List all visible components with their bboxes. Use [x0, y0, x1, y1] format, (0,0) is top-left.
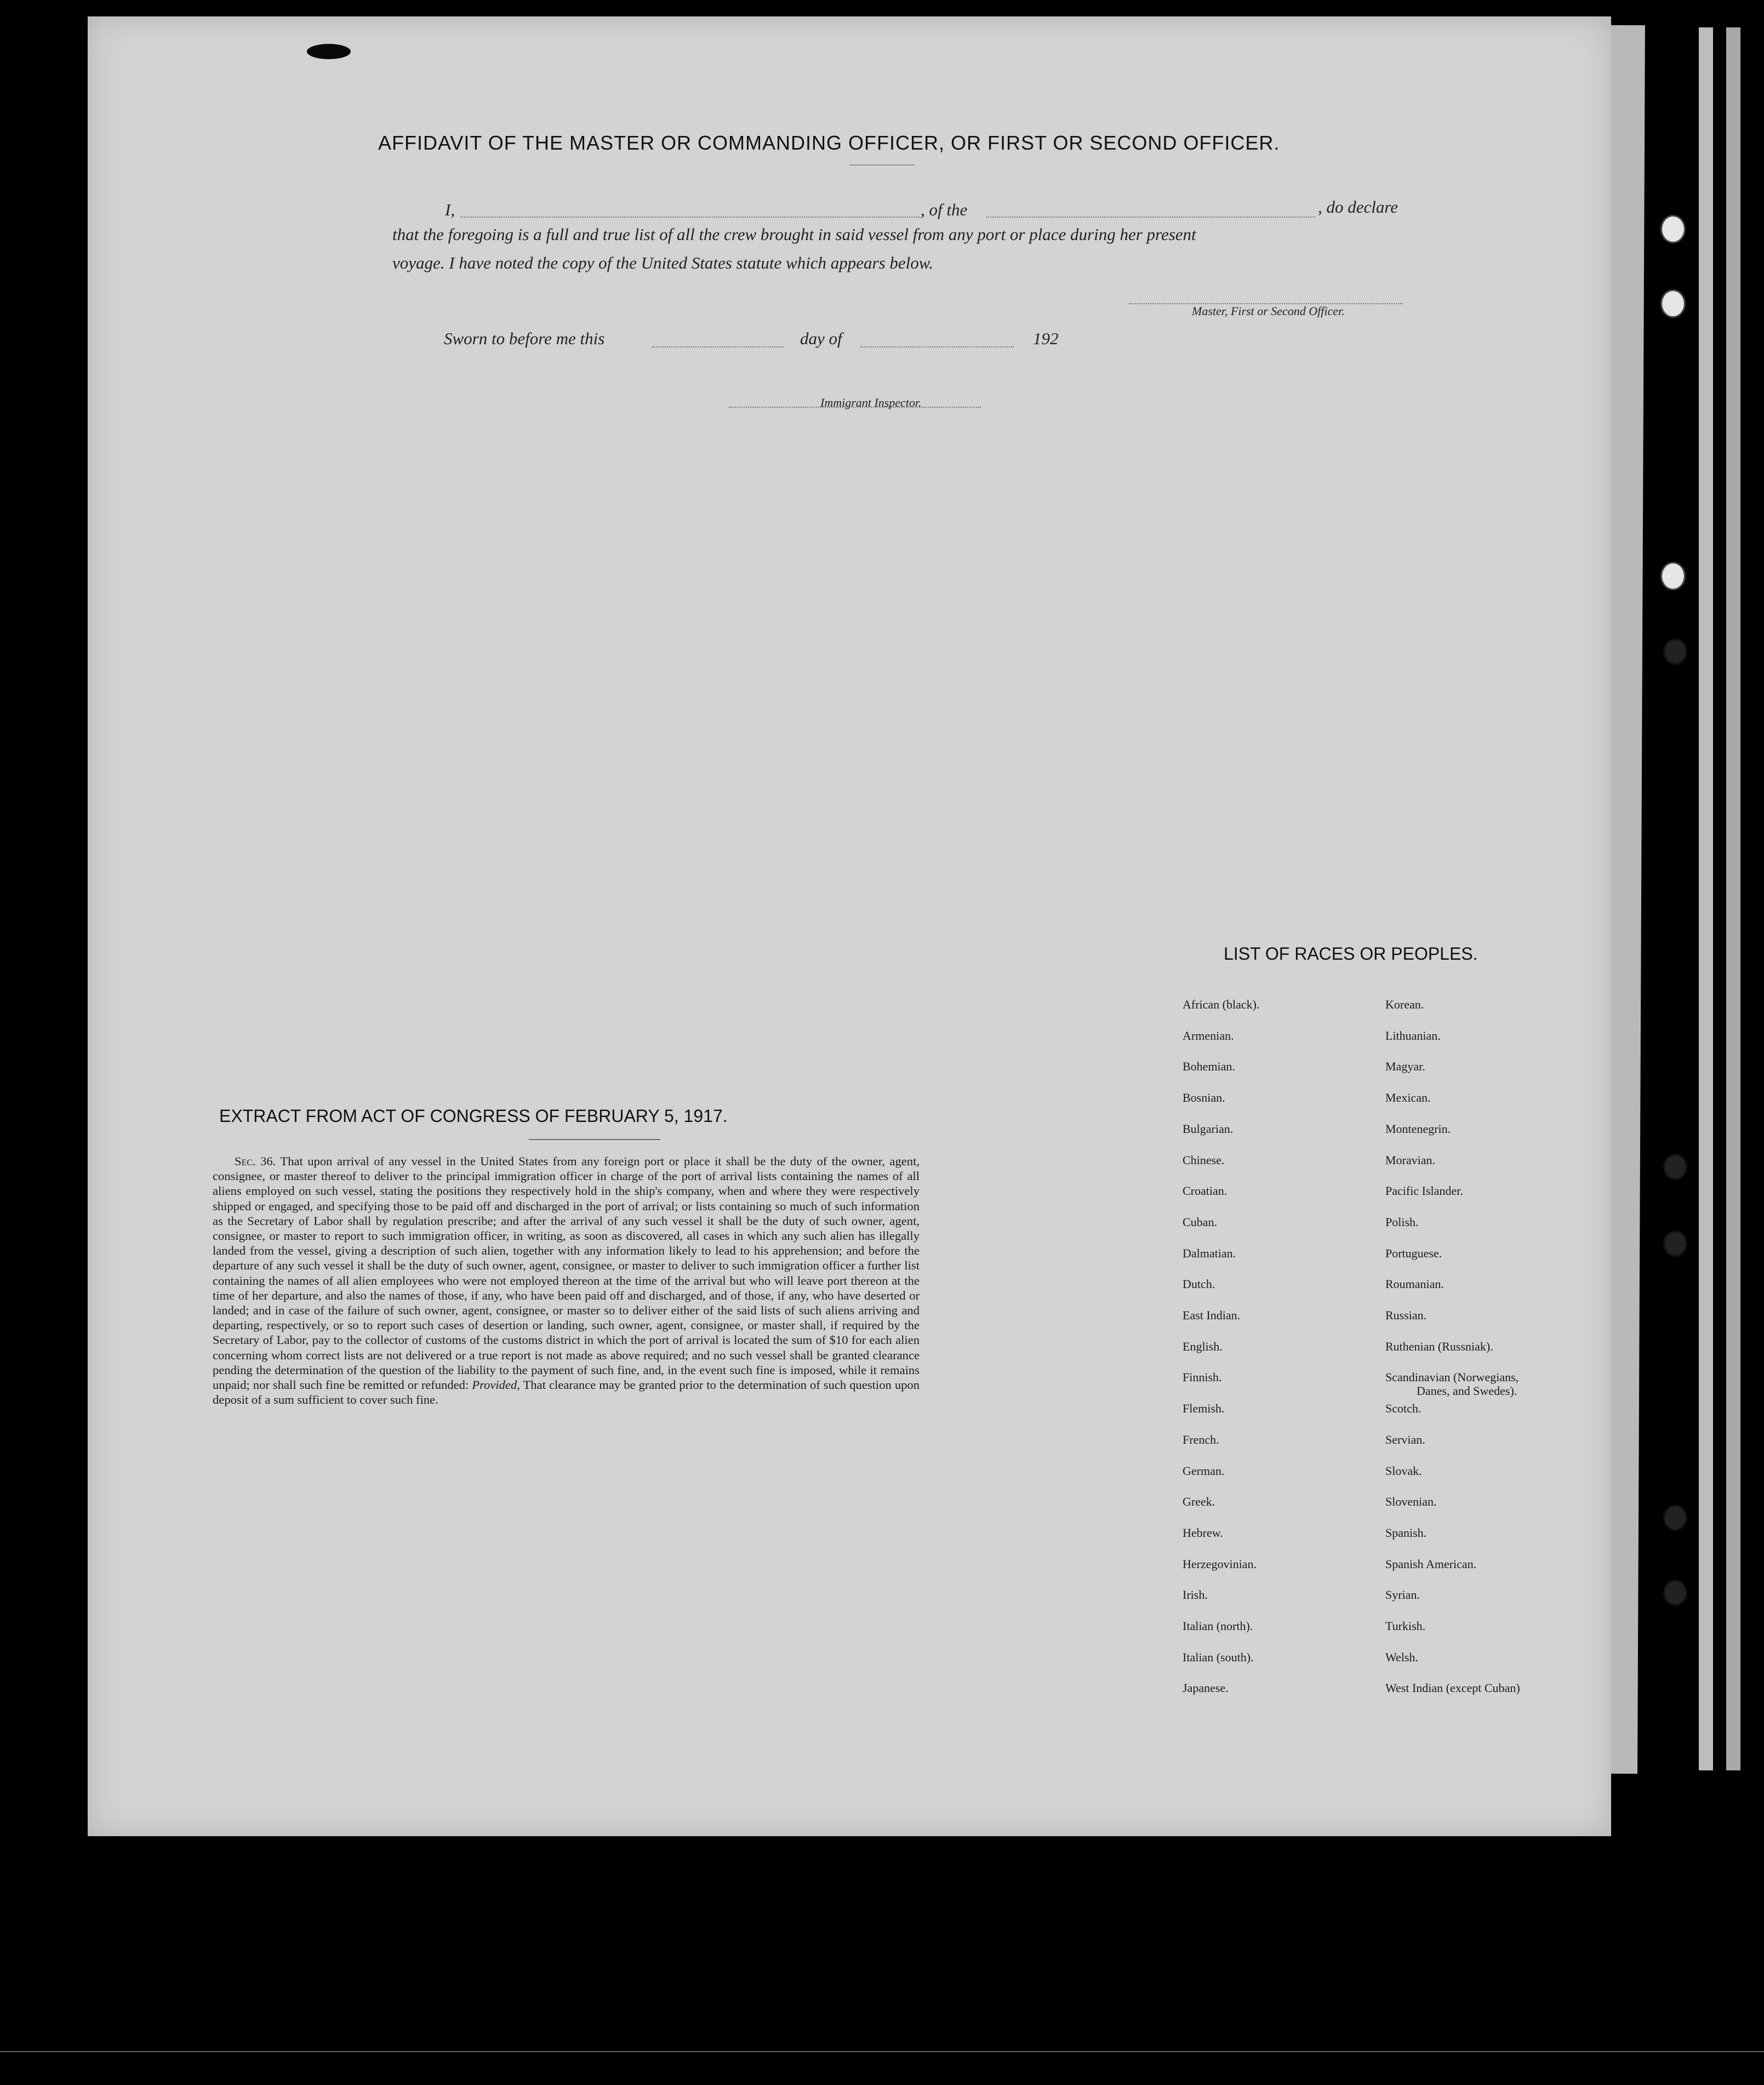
race-item: Moravian.	[1385, 1153, 1436, 1167]
race-item: Cuban.	[1183, 1215, 1217, 1229]
section-number: Sec. 36.	[235, 1154, 276, 1168]
race-item: Servian.	[1385, 1432, 1425, 1446]
punch-hole	[1660, 215, 1686, 243]
day-of-text: day of	[800, 329, 842, 348]
punch-hole	[1663, 1505, 1687, 1531]
affidavit-of-the: , of the	[921, 200, 968, 219]
punch-hole	[1660, 289, 1686, 318]
race-item: Finnish.	[1183, 1370, 1222, 1385]
race-item: Korean.	[1385, 998, 1424, 1011]
race-item: Bosnian.	[1183, 1091, 1225, 1105]
race-item: Herzegovinian.	[1183, 1557, 1257, 1571]
month-blank	[860, 346, 1014, 348]
affidavit-i: I,	[445, 200, 455, 219]
race-item: Polish.	[1385, 1215, 1419, 1229]
race-item: Hebrew.	[1183, 1525, 1223, 1540]
race-item: Flemish.	[1183, 1402, 1225, 1416]
race-item: Armenian.	[1183, 1028, 1234, 1042]
punch-hole	[1663, 639, 1687, 665]
race-item: Welsh.	[1385, 1650, 1418, 1664]
punch-hole	[1660, 562, 1686, 590]
page-edge	[1699, 27, 1713, 1770]
race-item: Chinese.	[1183, 1153, 1225, 1167]
extract-tail: That clearance may be granted prior to the determination of such question upon deposit of a sum sufficient to cover such fine.	[213, 1378, 920, 1407]
race-item: Lithuanian.	[1385, 1028, 1441, 1042]
race-item-continuation: Danes, and Swedes).	[1417, 1384, 1517, 1398]
signature-label: Master, First or Second Officer.	[1192, 304, 1345, 318]
punch-hole	[1663, 1580, 1687, 1606]
sworn-text: Sworn to before me this	[444, 329, 605, 348]
race-item: Syrian.	[1385, 1588, 1420, 1602]
film-edge	[0, 2051, 1764, 2052]
affidavit-declare: , do declare	[1318, 197, 1398, 217]
race-item: Italian (north).	[1183, 1619, 1253, 1633]
divider	[849, 164, 915, 166]
race-item: Portuguese.	[1385, 1246, 1442, 1260]
race-item: Scandinavian (Norwegians,	[1385, 1370, 1519, 1385]
divider	[529, 1139, 660, 1140]
document-page	[88, 16, 1611, 1836]
race-item: English.	[1183, 1339, 1223, 1353]
extract-text: That upon arrival of any vessel in the United States from any foreign port or place it shall be the duty of the owner, agent, consignee, or master thereof to deliver to the principal immigration officer in charge of the port of arrival lists containing the names of all aliens employed on such vessel, stating the positions they respectively hold in the ship's company, when and where they were respectively shipped or engaged, and specifying those to be paid off and discharged in the port of arrival; or lists containing so much of such information as the Secretary of Labor shall by regulation prescribe; and after the arrival of any such vessel it shall be the duty of such owner, agent, consignee, or master to report to such immigration officer, in writing, as soon as discovered, all cases in which any such alien has illegally landed from the vessel, giving a description of such alien, together with any information likely to lead to his apprehension; and before the departure of any such vessel it shall be the duty of such owner, agent, consignee, or master to deliver to such immigration officer a further list containing the names of all alien employees who were not employed thereon at the time of the arrival but who will leave port thereon at the time of her departure, and also the names of those, if any, who have been paid off and discharged, and of those, if any, who have deserted or landed; and in case of the failure of such owner, agent, consignee, or master so to deliver either of the said lists of such aliens arriving and departing, respectively, or so to report such cases of desertion or landing, such owner, agent, consignee, or master shall, if required by the Secretary of Labor, pay to the collector of customs of the customs district in which the port of arrival is located the sum of $10 for each alien concerning whom correct lists are not delivered or a true report is not made as above required; and no such vessel shall be granted clearance pending the determination of the question of the liability to the payment of such fine, and, in the event such fine is imposed, while it remains unpaid; nor shall such fine be remitted or refunded:	[213, 1154, 920, 1392]
race-item: German.	[1183, 1463, 1225, 1478]
inspector-label: Immigrant Inspector.	[820, 396, 922, 409]
race-item: Spanish American.	[1385, 1557, 1477, 1571]
race-item: Slovak.	[1385, 1463, 1422, 1478]
race-item: African (black).	[1183, 998, 1260, 1011]
race-item: Scotch.	[1385, 1402, 1422, 1416]
provided-word: Provided,	[472, 1378, 520, 1392]
affidavit-line-3: voyage. I have noted the copy of the United States statute which appears below.	[392, 253, 933, 272]
race-item: Irish.	[1183, 1588, 1208, 1602]
race-item: Italian (south).	[1183, 1650, 1254, 1664]
ink-stain	[307, 44, 351, 59]
race-item: Croatian.	[1183, 1184, 1228, 1198]
punch-hole	[1663, 1231, 1687, 1257]
race-item: Roumanian.	[1385, 1277, 1444, 1291]
race-item: Russian.	[1385, 1308, 1427, 1322]
race-item: Spanish.	[1385, 1525, 1427, 1540]
race-item: West Indian (except Cuban)	[1385, 1681, 1520, 1695]
race-item: Dalmatian.	[1183, 1246, 1236, 1260]
race-item: Greek.	[1183, 1495, 1215, 1509]
race-item: Turkish.	[1385, 1619, 1426, 1633]
name-blank	[460, 217, 921, 218]
race-item: Pacific Islander.	[1385, 1184, 1463, 1198]
race-item: East Indian.	[1183, 1308, 1241, 1322]
race-item: Dutch.	[1183, 1277, 1215, 1291]
extract-body	[213, 1154, 920, 1407]
race-item: Ruthenian (Russniak).	[1385, 1339, 1493, 1353]
affidavit-title: AFFIDAVIT OF THE MASTER OR COMMANDING OFFICER, OR FIRST OR SECOND OFFICER.	[378, 132, 1280, 154]
race-item: Montenegrin.	[1385, 1121, 1451, 1136]
race-item: Bohemian.	[1183, 1059, 1235, 1074]
race-item: Magyar.	[1385, 1059, 1425, 1074]
affidavit-line-2: that the foregoing is a full and true list of all the crew brought in said vessel from any port or place during her present	[392, 225, 1196, 244]
races-title: LIST OF RACES OR PEOPLES.	[1224, 944, 1478, 964]
page-edge	[1726, 27, 1740, 1770]
race-item: Mexican.	[1385, 1091, 1431, 1105]
punch-hole	[1663, 1154, 1687, 1180]
extract-title: EXTRACT FROM ACT OF CONGRESS OF FEBRUARY 5, 1917.	[219, 1106, 728, 1126]
race-item: Bulgarian.	[1183, 1121, 1234, 1136]
year-text: 192	[1033, 329, 1059, 348]
vessel-blank	[986, 217, 1315, 218]
day-blank	[652, 346, 784, 348]
race-item: Slovenian.	[1385, 1495, 1437, 1509]
race-item: French.	[1183, 1432, 1219, 1446]
race-item: Japanese.	[1183, 1681, 1229, 1695]
